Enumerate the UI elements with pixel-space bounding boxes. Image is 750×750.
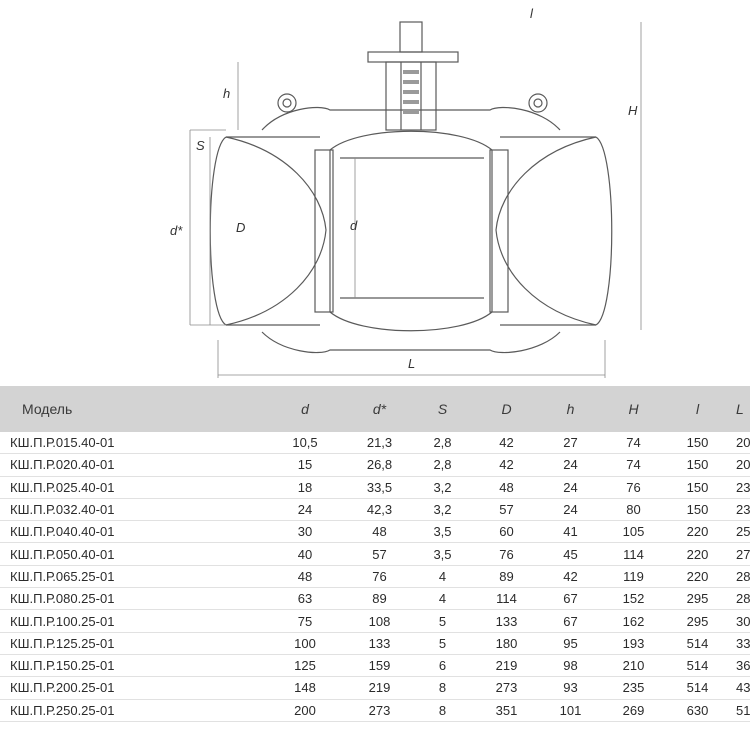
value-cell: 114 [474,588,539,610]
value-cell: 3,2 [411,476,474,498]
value-cell: 162 [602,610,665,632]
value-cell: 27 [539,432,602,454]
dim-label-d: d [350,218,358,233]
value-cell: 220 [665,543,730,565]
value-cell: 150 [665,476,730,498]
value-cell: 48 [262,565,348,587]
model-cell: КШ.П.Р.065.25-01 [0,565,262,587]
model-cell: КШ.П.Р.015.40-01 [0,432,262,454]
value-cell: 210 [602,654,665,676]
value-cell: 295 [665,588,730,610]
value-cell: 57 [348,543,411,565]
value-cell: 119 [602,565,665,587]
value-cell: 23 [730,498,750,520]
model-cell: КШ.П.Р.050.40-01 [0,543,262,565]
value-cell: 24 [262,498,348,520]
right-seat [490,150,508,312]
value-cell: 26,8 [348,454,411,476]
value-cell: 269 [602,699,665,721]
model-cell: КШ.П.Р.040.40-01 [0,521,262,543]
value-cell: 95 [539,632,602,654]
value-cell: 200 [262,699,348,721]
value-cell: 193 [602,632,665,654]
right-lifting-eye [529,94,547,112]
table-row [0,454,750,476]
table-row [0,498,750,520]
stem-flange [368,52,458,62]
value-cell: 63 [262,588,348,610]
column-header-model: Модель [22,401,73,417]
value-cell: 76 [602,476,665,498]
value-cell: 514 [665,632,730,654]
value-cell: 48 [474,476,539,498]
value-cell: 2,8 [411,454,474,476]
column-header-H: H [628,401,639,417]
value-cell: 30 [730,610,750,632]
table-row [0,588,750,610]
table-body [0,432,750,721]
table-row [0,632,750,654]
value-cell: 630 [665,699,730,721]
value-cell: 150 [665,432,730,454]
value-cell: 4 [411,565,474,587]
value-cell: 74 [602,432,665,454]
value-cell: 24 [539,454,602,476]
value-cell: 24 [539,498,602,520]
value-cell: 43 [730,677,750,699]
stem-top [400,22,422,52]
value-cell: 108 [348,610,411,632]
value-cell: 219 [474,654,539,676]
value-cell: 67 [539,610,602,632]
value-cell: 114 [602,543,665,565]
value-cell: 42,3 [348,498,411,520]
column-header-S: S [437,401,448,417]
model-cell: КШ.П.Р.150.25-01 [0,654,262,676]
value-cell: 101 [539,699,602,721]
value-cell: 75 [262,610,348,632]
value-cell: 15 [262,454,348,476]
table-row [0,476,750,498]
table-row [0,565,750,587]
value-cell: 180 [474,632,539,654]
dim-label-h: h [223,86,231,101]
specification-table [0,386,750,722]
value-cell: 3,5 [411,543,474,565]
value-cell: 105 [602,521,665,543]
value-cell: 159 [348,654,411,676]
value-cell: 150 [665,498,730,520]
model-cell: КШ.П.Р.200.25-01 [0,677,262,699]
value-cell: 89 [474,565,539,587]
value-cell: 10,5 [262,432,348,454]
table-row [0,521,750,543]
value-cell: 41 [539,521,602,543]
value-cell: 74 [602,454,665,476]
model-cell: КШ.П.Р.020.40-01 [0,454,262,476]
table-row [0,654,750,676]
right-pipe-end [596,137,612,325]
value-cell: 8 [411,699,474,721]
value-cell: 89 [348,588,411,610]
value-cell: 133 [348,632,411,654]
value-cell: 514 [665,677,730,699]
left-pipe-end [210,137,226,325]
value-cell: 150 [665,454,730,476]
dim-label-H: H [628,103,638,118]
table-header-row [0,386,750,432]
value-cell: 100 [262,632,348,654]
column-header-l: l [695,401,700,417]
value-cell: 219 [348,677,411,699]
value-cell: 45 [539,543,602,565]
left-lifting-eye [278,94,296,112]
value-cell: 6 [411,654,474,676]
value-cell: 25 [730,521,750,543]
value-cell: 133 [474,610,539,632]
value-cell: 33,5 [348,476,411,498]
value-cell: 351 [474,699,539,721]
value-cell: 5 [411,610,474,632]
value-cell: 27 [730,543,750,565]
value-cell: 76 [474,543,539,565]
column-header-d-star: d* [372,401,387,417]
value-cell: 148 [262,677,348,699]
value-cell: 42 [474,432,539,454]
dim-label-S: S [196,138,205,153]
value-cell: 80 [602,498,665,520]
column-header-d: d [301,401,309,417]
dim-label-l-top: l [530,6,533,21]
value-cell: 4 [411,588,474,610]
table-row [0,699,750,721]
value-cell: 57 [474,498,539,520]
value-cell: 18 [262,476,348,498]
value-cell: 60 [474,521,539,543]
value-cell: 67 [539,588,602,610]
model-cell: КШ.П.Р.125.25-01 [0,632,262,654]
value-cell: 20 [730,454,750,476]
stem-hatching [403,70,419,114]
value-cell: 20 [730,432,750,454]
table-row [0,677,750,699]
model-cell: КШ.П.Р.100.25-01 [0,610,262,632]
value-cell: 51 [730,699,750,721]
table-row [0,432,750,454]
value-cell: 273 [348,699,411,721]
value-cell: 42 [474,454,539,476]
value-cell: 295 [665,610,730,632]
value-cell: 33 [730,632,750,654]
value-cell: 30 [262,521,348,543]
table-header [0,386,750,432]
value-cell: 235 [602,677,665,699]
value-cell: 220 [665,565,730,587]
value-cell: 2,8 [411,432,474,454]
value-cell: 98 [539,654,602,676]
value-cell: 5 [411,632,474,654]
dim-label-d-star: d* [170,223,183,238]
dim-label-D: D [236,220,246,235]
table-row [0,610,750,632]
table-row [0,543,750,565]
model-cell: КШ.П.Р.025.40-01 [0,476,262,498]
value-cell: 152 [602,588,665,610]
model-cell: КШ.П.Р.080.25-01 [0,588,262,610]
dim-label-L: L [408,356,416,371]
value-cell: 36 [730,654,750,676]
model-cell: КШ.П.Р.032.40-01 [0,498,262,520]
value-cell: 28 [730,588,750,610]
value-cell: 514 [665,654,730,676]
column-header-h: h [566,401,575,417]
value-cell: 76 [348,565,411,587]
value-cell: 21,3 [348,432,411,454]
value-cell: 220 [665,521,730,543]
value-cell: 273 [474,677,539,699]
value-cell: 48 [348,521,411,543]
value-cell: 40 [262,543,348,565]
column-header-L: L [736,401,744,417]
value-cell: 42 [539,565,602,587]
value-cell: 24 [539,476,602,498]
value-cell: 3,2 [411,498,474,520]
model-cell: КШ.П.Р.250.25-01 [0,699,262,721]
value-cell: 23 [730,476,750,498]
value-cell: 28 [730,565,750,587]
value-cell: 3,5 [411,521,474,543]
value-cell: 125 [262,654,348,676]
value-cell: 93 [539,677,602,699]
value-cell: 8 [411,677,474,699]
column-header-D: D [501,401,512,417]
